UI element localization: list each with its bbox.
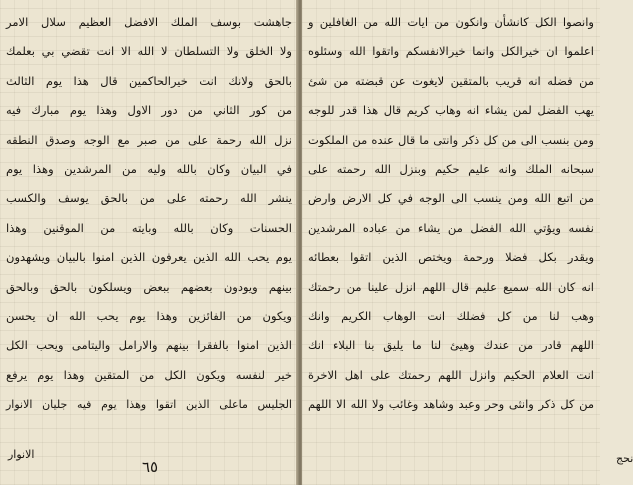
left-line-4: من كور الثاني من دور الاول وهذا يوم مبارك فيه: [6, 103, 292, 118]
left-line-3: بالحق ولانك انت خيرالحاكمين قال هذا يوم الثالث: [6, 73, 292, 88]
right-page-lines: [308, 8, 594, 419]
left-line-14: الجليس ماعلى الذين اتقوا وهذا يوم فيه جليان الانوار: [6, 398, 292, 412]
right-line-1: وانصوا الكل كانشأن وانكون من ايات الله من الغافلين و: [308, 15, 594, 29]
left-line-9: يوم يحب الله الذين يعرفون الذين امنوا بالبيان ويشهدون: [6, 250, 292, 265]
right-line-4: يهب الفضل لمن يشاء انه وهاب كريم قال هذا قدر للوجه: [308, 103, 594, 118]
left-line-8: الحسنات وكان بالله وبايته من الموقنين وهذا: [6, 220, 292, 235]
left-page-lines: [6, 8, 292, 419]
right-line-7: من اتبع الله ومن ينسب الى الوجه في كل الارض وارض: [308, 191, 594, 206]
left-line-13: خير لنفسه ويكون الكل من المتقين وهذا يوم يرفع: [6, 367, 292, 382]
right-line-9: ويقدر بكل فضلا ورحمة ويختص الذين اتقوا بعطائه: [308, 250, 594, 265]
left-line-7: ينشر الله رحمته على من بالحق يوسف والكسب: [6, 191, 292, 206]
right-line-12: اللهم قادر من عندك وهيئ لنا ما يليق بنا البلاء انك: [308, 338, 594, 353]
right-line-2: اعلموا ان خيرالكل وانما خيرالانفسكم واتقوا الله وسئلوه: [308, 44, 594, 59]
left-catchword: الانوار: [8, 448, 35, 461]
right-line-5: ومن بنسب الى من كل ذكر وانتى ما قال عنده من الملكوت: [308, 132, 594, 147]
right-page: [302, 0, 633, 485]
right-line-3: من فضله انه قريب بالمتقين لايغوت عن قبضته من شئ: [308, 73, 594, 88]
left-line-1: جاهشت بوسف الملك الافضل العظيم سلال الامر: [6, 15, 292, 29]
page-number: ٦٥: [141, 458, 159, 476]
left-line-6: في البيان وكان بالله وليه من المرشدين وهذا يوم: [6, 161, 292, 176]
right-line-6: سبحانه الملك وانه عليم حكيم وبنزل الله رحمته على: [308, 161, 594, 176]
right-line-14: من كل ذكر وانثى وحر وعبد وشاهد وغائب ولا الله الا اللهم: [308, 397, 594, 412]
left-page: [0, 0, 298, 485]
left-line-5: نزل الله رحمة على من صبر مع الوجه وصدق النطقه: [6, 132, 292, 147]
left-line-11: ويكون من الفائزين وهذا يوم يحب الله ان يحسن: [6, 308, 292, 323]
left-line-2: ولا الخلق ولا التسلطان لا الله الا انت تقضي بي بعلمك: [6, 44, 292, 59]
right-catchword: نحج: [616, 452, 633, 465]
left-line-10: بينهم ويودون بعضهم ببعض ويسلكون بالحق وبالحق: [6, 279, 292, 294]
right-line-8: نفسه ويؤتي الله الفضل من يشاء من عباده المرشدين: [308, 220, 594, 235]
right-line-13: انت العلام الحكيم وانزل اللهم رحمتك على اهل الاخرة: [308, 367, 594, 382]
right-line-10: انه كان الله سميع عليم قال اللهم انزل علينا من رحمتك: [308, 279, 594, 294]
right-line-11: وهب لنا من كل فضلك انت الوهاب الكريم وانك: [308, 308, 594, 323]
left-line-12: الذين امنوا بالفقرا بينهم والارامل واليتامى ويحب الكل: [6, 338, 292, 353]
